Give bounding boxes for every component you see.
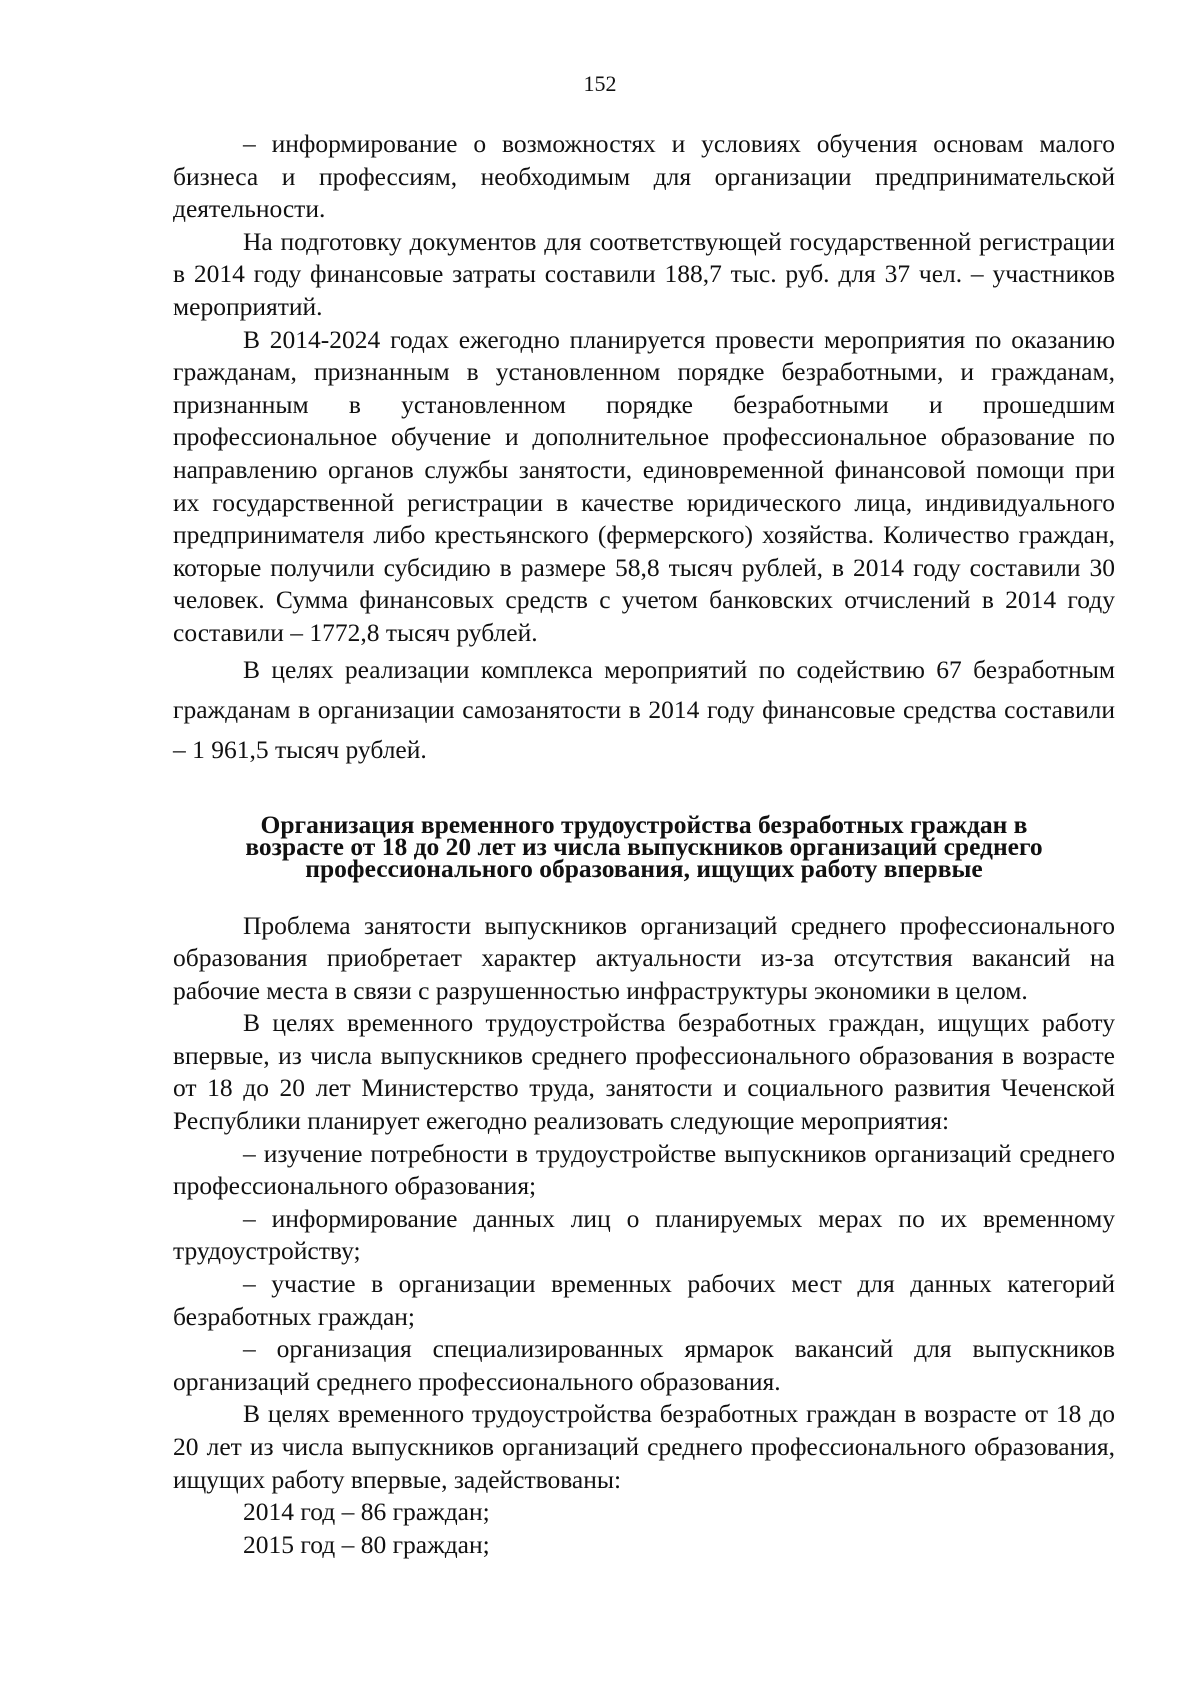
list-item-needs-study: – изучение потребности в трудоустройстве выпускников организаций среднего профессионального образования; bbox=[173, 1138, 1115, 1201]
heading-line-2: возрасте от 18 до 20 лет из числа выпускников организаций среднего bbox=[245, 831, 1043, 861]
document-body bbox=[173, 128, 1115, 1561]
heading-line-1: Организация временного трудоустройства безработных граждан в bbox=[260, 809, 1028, 839]
paragraph-employment-problem: Проблема занятости выпускников организаций среднего профессионального образования приобретает характер актуальности из-за отсутствия вакансий на рабочие места в связи с разрушенностью инфраструктуры экономики в целом. bbox=[173, 910, 1115, 1005]
list-item-informing: – информирование данных лиц о планируемых мерах по их временному трудоустройству; bbox=[173, 1203, 1115, 1266]
paragraph-registration-costs: На подготовку документов для соответствующей государственной регистрации в 2014 году финансовые затраты составили 188,7 тыс. руб. для 37 чел. – участников мероприятий. bbox=[173, 226, 1115, 321]
paragraph-planned-measures: В целях временного трудоустройства безработных граждан, ищущих работу впервые, из числа выпускников среднего профессионального образования в возрасте от 18 до 20 лет Министерство труда, занятости и социального развития Чеченской Республики планирует ежегодно реализовать следующие мероприятия: bbox=[173, 1008, 1115, 1136]
list-item-job-fairs: – организация специализированных ярмарок вакансий для выпускников организаций среднего профессионального образования. bbox=[173, 1334, 1115, 1396]
paragraph-financial-aid: В 2014-2024 годах ежегодно планируется провести мероприятия по оказанию гражданам, признанным в установленном порядке безработными, и гражданам, признанным в установленном порядке безработными и прошедшим профессиональное обучение и дополнительное профессиональное образование по направлению органов службы занятости, единовременной финансовой помощи при их государственной регистрации в качестве юридического лица, индивидуального предпринимателя либо крестьянского (фермерского) хозяйства. Количество граждан, которые получили субсидию в размере 58,8 тысяч рублей, в 2014 году составили 30 человек. Сумма финансовых средств с учетом банковских отчислений в 2014 году составили – 1772,8 тысяч рублей. bbox=[173, 324, 1115, 647]
paragraph-informing: – информирование о возможностях и условиях обучения основам малого бизнеса и профессиям, необходимым для организации предпринимательской деятельности. bbox=[173, 129, 1115, 224]
paragraph-involved: В целях временного трудоустройства безработных граждан в возрасте от 18 до 20 лет из числа выпускников организаций среднего профессионального образования, ищущих работу впервые, задействованы: bbox=[173, 1399, 1115, 1494]
year-line-2015: 2015 год – 80 граждан; bbox=[243, 1529, 490, 1559]
year-line-2014: 2014 год – 86 граждан; bbox=[243, 1497, 490, 1527]
list-item-temporary-jobs: – участие в организации временных рабочих мест для данных категорий безработных граждан; bbox=[173, 1269, 1115, 1331]
page-number: 152 bbox=[583, 71, 617, 96]
paragraph-self-employment: В целях реализации комплекса мероприятий по содействию 67 безработным гражданам в организации самозанятости в 2014 году финансовые средства составили – 1 961,5 тысяч рублей. bbox=[173, 654, 1115, 764]
section-heading bbox=[173, 809, 1115, 883]
heading-line-3: профессионального образования, ищущих работу впервые bbox=[305, 853, 983, 883]
